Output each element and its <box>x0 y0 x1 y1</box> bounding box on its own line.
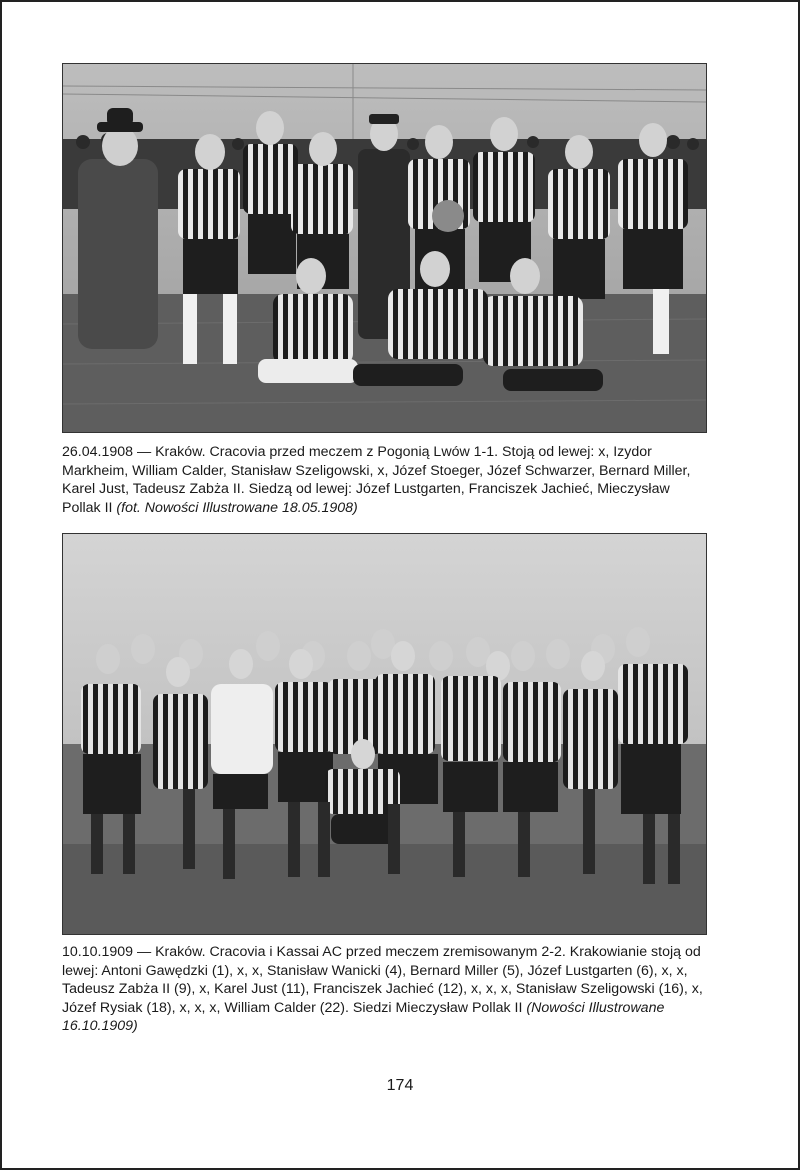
photo-credit: (fot. Nowości Illustrowane 18.05.1908) <box>116 499 358 516</box>
photo-credit: (Nowości Illustrowane 16.10.1909) <box>62 999 665 1034</box>
team-photo-1908 <box>62 63 707 433</box>
caption-text: 10.10.1909 — Kraków. Cracovia i Kassai AC przed meczem zremisowanym 2-2. Krakowianie stoją od lewej: Antoni Gawędzki (1), x, x, Stanisław Wanicki (4), Bernard Miller (5), Józef Lustgarten (6), x, x, Tadeusz Zabża II (9), x, Karel Just (11), Franciszek Jachieć (12), x, x, x, Stanisław Szeligowski (16), x, Józef Rysiak (18), x, x, x, William Calder (22). Siedzi Mieczysław Pollak II <box>62 944 703 1016</box>
caption-text: 26.04.1908 — Kraków. Cracovia przed meczem z Pogonią Lwów 1-1. Stoją od lewej: x, Izydor Markheim, William Calder, Stanisław Szeligowski, x, Józef Stoeger, Józef Schwarzer, Bernard Miller, Karel Just, Tadeusz Zabża II. Siedzą od lewej: Józef Lustgarten, Franciszek Jachieć, Mieczysław Pollak II <box>62 444 691 516</box>
photo-caption-1908 <box>62 443 712 517</box>
page-number: 174 <box>386 1077 414 1094</box>
page-border-top <box>0 0 800 2</box>
page-border-left <box>0 0 2 1170</box>
photo-caption-1909 <box>62 943 712 1036</box>
team-photo-1909 <box>62 533 707 935</box>
